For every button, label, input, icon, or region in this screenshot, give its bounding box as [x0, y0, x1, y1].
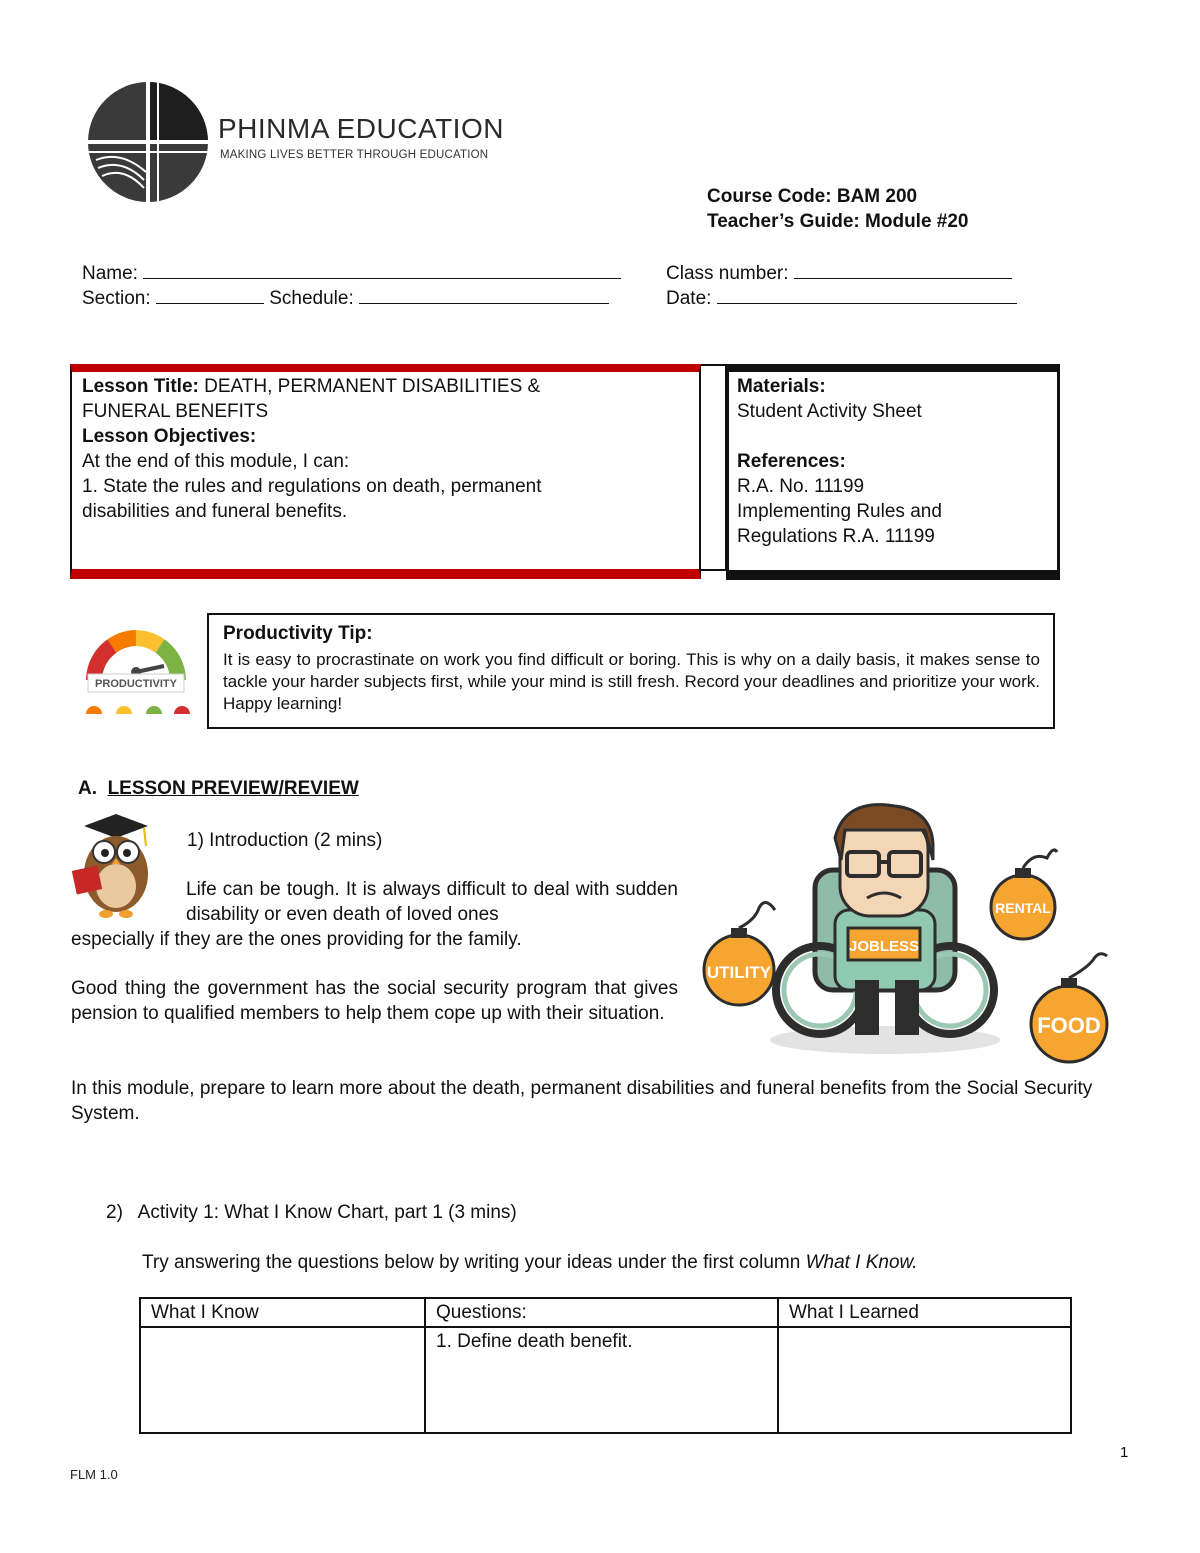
lesson-info	[82, 374, 692, 524]
section-field[interactable]	[82, 284, 609, 311]
activity-instruction	[142, 1250, 918, 1275]
reference-1: R.A. No. 11199	[737, 476, 865, 497]
cell-what-i-know[interactable]	[140, 1327, 425, 1433]
schedule-label: Schedule:	[269, 288, 354, 309]
owl-teacher-icon	[70, 812, 158, 920]
teachers-guide: Teacher’s Guide: Module #20	[707, 211, 969, 232]
lesson-title-label: Lesson Title:	[82, 376, 199, 397]
objective-1: 1. State the rules and regulations on death, permanent	[82, 476, 542, 497]
bomb-utility: UTILITY	[706, 963, 772, 982]
materials-label: Materials:	[737, 376, 826, 397]
bomb-rental: RENTAL	[995, 900, 1051, 916]
intro-paragraph-3: In this module, prepare to learn more about the death, permanent disabilities and funeral benefits from the Social Security System.	[71, 1078, 1093, 1124]
materials-info	[737, 374, 1057, 549]
wheelchair-illustration	[695, 800, 1115, 1065]
lesson-title: DEATH, PERMANENT DISABILITIES &	[204, 376, 541, 397]
section-letter: A.	[78, 778, 97, 799]
productivity-tip-text: It is easy to procrastinate on work you find difficult or boring. This is why on a daily basis, it makes sense to tackle your harder subjects first, while your mind is still fresh. Record your deadlines and prioritize your work. Happy learning!	[223, 650, 1040, 713]
brand-name: PHINMA EDUCATION	[218, 113, 504, 144]
date-line[interactable]	[717, 284, 1017, 304]
date-label: Date:	[666, 288, 712, 309]
activity-heading: 2) Activity 1: What I Know Chart, part 1 (3 mins)	[106, 1202, 517, 1223]
name-label: Name:	[82, 263, 138, 284]
kwl-table	[139, 1297, 1072, 1434]
references-label: References:	[737, 451, 846, 472]
objectives-intro: At the end of this module, I can:	[82, 451, 350, 472]
gauge-label: PRODUCTIVITY	[95, 678, 177, 690]
class-number-line[interactable]	[794, 259, 1012, 279]
section-line[interactable]	[156, 284, 264, 304]
section-a-heading	[78, 778, 359, 800]
materials-value: Student Activity Sheet	[737, 401, 922, 422]
version-label: FLM 1.0	[70, 1467, 118, 1482]
class-number-label: Class number:	[666, 263, 789, 284]
header-what-i-know: What I Know	[140, 1298, 425, 1327]
box-divider	[701, 364, 726, 571]
instruction-emphasis: What I Know.	[805, 1252, 918, 1273]
jobless-sign: JOBLESS	[848, 938, 920, 955]
table-header-row	[140, 1298, 1071, 1327]
course-code: Course Code: BAM 200	[707, 186, 918, 207]
table-row	[140, 1327, 1071, 1433]
intro-paragraph-2: Good thing the government has the social security program that gives pension to qualified members to help them cope up with their situation.	[71, 978, 678, 1024]
intro-paragraph-1: Life can be tough. It is always difficult to deal with sudden disability or even death of loved ones	[186, 879, 678, 925]
bomb-food: FOOD	[1037, 1013, 1101, 1038]
page-number: 1	[1120, 1444, 1129, 1461]
productivity-tip-title: Productivity Tip:	[223, 623, 373, 644]
schedule-line[interactable]	[359, 284, 609, 304]
cell-what-i-learned[interactable]	[778, 1327, 1071, 1433]
productivity-gauge-icon	[72, 620, 200, 722]
course-header	[707, 184, 969, 234]
lesson-title-cont: FUNERAL BENEFITS	[82, 401, 269, 422]
brand-tagline: MAKING LIVES BETTER THROUGH EDUCATION	[220, 149, 489, 161]
objective-1-cont: disabilities and funeral benefits.	[82, 501, 348, 522]
date-field[interactable]	[666, 284, 1017, 311]
cell-question: 1. Define death benefit.	[425, 1327, 778, 1433]
class-number-field[interactable]	[666, 259, 1012, 286]
header-what-i-learned: What I Learned	[778, 1298, 1071, 1327]
intro-heading: 1) Introduction (2 mins)	[187, 830, 383, 851]
reference-2-cont: Regulations R.A. 11199	[737, 526, 935, 547]
section-label: Section:	[82, 288, 151, 309]
intro-paragraph-1-cont: especially if they are the ones providing for the family.	[71, 929, 522, 950]
instruction-text: Try answering the questions below by writing your ideas under the first column	[142, 1252, 806, 1273]
objectives-label: Lesson Objectives:	[82, 426, 257, 447]
name-line[interactable]	[143, 259, 621, 279]
header-questions: Questions:	[425, 1298, 778, 1327]
section-title: LESSON PREVIEW/REVIEW	[107, 778, 359, 799]
name-field[interactable]	[82, 259, 621, 286]
reference-2: Implementing Rules and	[737, 501, 942, 522]
